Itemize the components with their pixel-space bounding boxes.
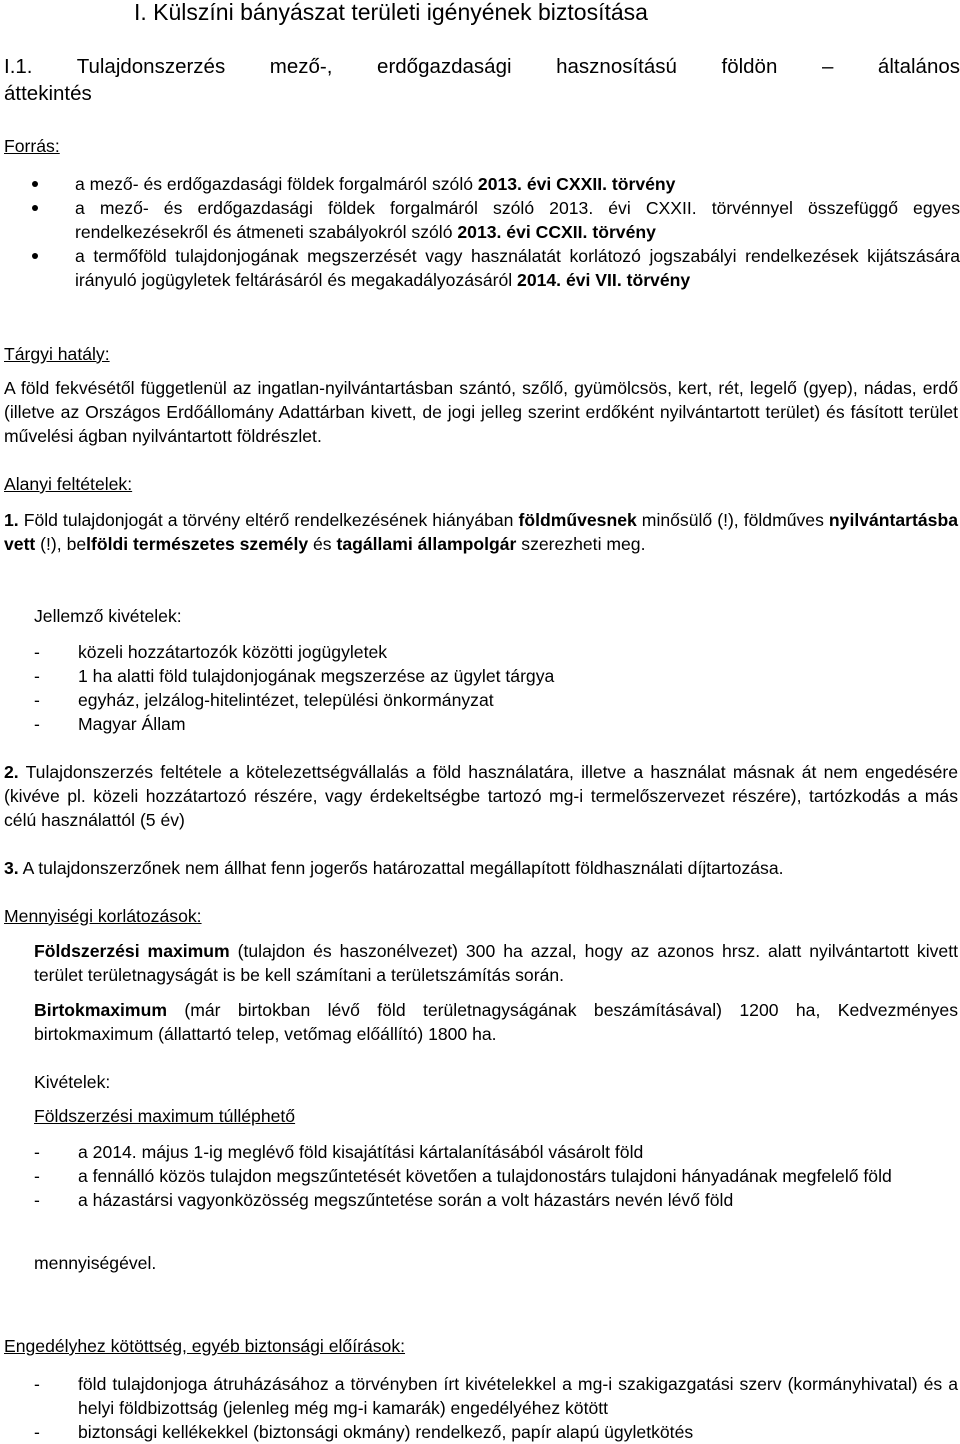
section-subtitle-cont: áttekintés (4, 82, 92, 105)
alanyi-heading: Alanyi feltételek: (4, 474, 133, 494)
alanyi-kivetelek-list (34, 640, 958, 736)
list-item: - a házastársi vagyonközösség megszűntetése során a volt házastárs nevén lévő föld (34, 1190, 734, 1210)
alanyi-kivetelek-heading: Jellemző kivételek: (34, 606, 182, 626)
list-item: - a fennálló közös tulajdon megszűntetését követően a tulajdonostárs tulajdoni hányadának megfelelő föld (34, 1166, 892, 1186)
bullet-icon (32, 253, 38, 259)
list-item: - egyház, jelzálog-hitelintézet, települési önkormányzat (34, 690, 494, 710)
list-item: - föld tulajdonjoga átruházásához a törvényben írt kivételekkel a mg-i szakigazgatási szerv (kormányhivatal) és a helyi földbizottság (jelenleg még mg-i kamarák) engedélyéhez kötött (34, 1374, 958, 1418)
mennyisegi-kivetelek-list (34, 1140, 958, 1212)
targyi-text: A föld fekvésétől függetlenül az ingatlan-nyilvántartásban szántó, szőlő, gyümölcsös, kert, rét, legelő (gyep), nádas, erdő (illetve az Országos Erdőállomány Adattárban kivett, de jogi jelleg szerint erdőként nyilvántartott terület) és fásított terület művelési ágban nyilvántartott földrészlet. (4, 378, 958, 446)
list-item: - biztonsági kellékekkel (biztonsági okmány) rendelkező, papír alapú ügyletkötés (34, 1422, 694, 1442)
source-item: a mező- és erdőgazdasági földek forgalmáról szóló 2013. évi CXXII. törvény (32, 172, 960, 196)
source-item: a termőföld tulajdonjogának megszerzését vagy használatát korlátozó jogszabályi rendelkezések kijátszására irányuló jogügyletek feltárásáról és megakadályozásáról 2014. évi VII. törvény (32, 244, 960, 292)
list-item: - a 2014. május 1-ig meglévő föld kisajátítási kártalanításából vásárolt föld (34, 1142, 644, 1162)
engedely-list (34, 1372, 958, 1444)
list-item: - Magyar Állam (34, 714, 186, 734)
tullepheto-heading: Földszerzési maximum túlléphető (34, 1106, 296, 1126)
mennyiseg-tail: mennyiségével. (34, 1253, 157, 1273)
source-item: a mező- és erdőgazdasági földek forgalmáról szóló 2013. évi CXXII. törvénnyel összefüggő egyes rendelkezésekről és átmeneti szabályokról szóló 2013. évi CCXII. törvény (32, 196, 960, 244)
targyi-heading: Tárgyi hatály: (4, 344, 110, 364)
bullet-icon (32, 205, 38, 211)
foldszerzesi-maximum-text: Földszerzési maximum (tulajdon és haszonélvezet) 300 ha azzal, hogy az azonos hrsz. alatt nyilvántartott kivett terület területnagyságát is be kell számítani a területszámítás során. (34, 941, 958, 985)
page-title: I. Külszíni bányászat területi igényének biztosítása (134, 0, 648, 25)
list-item: - közeli hozzátartozók közötti jogügyletek (34, 642, 388, 662)
sources-list (32, 172, 960, 292)
alanyi-p1: 1. Föld tulajdonjogát a törvény eltérő rendelkezésének hiányában földművesnek minősülő (!), földműves nyilvántartásba vett (!), belföldi természetes személy és tagállami állampolgár szerezheti meg. (4, 510, 958, 554)
section-subtitle: I.1. Tulajdonszerzés mező-, erdőgazdasági hasznosítású földön – általános (4, 55, 960, 78)
list-item: - 1 ha alatti föld tulajdonjogának megszerzése az ügylet tárgya (34, 666, 555, 686)
bullet-icon (32, 181, 38, 187)
mennyisegi-heading: Mennyiségi korlátozások: (4, 906, 202, 926)
sources-heading: Forrás: (4, 136, 60, 156)
alanyi-p3: 3. A tulajdonszerzőnek nem állhat fenn jogerős határozattal megállapított földhasználati díjtartozása. (4, 858, 784, 878)
mennyisegi-kivetelek-heading: Kivételek: (34, 1072, 111, 1092)
engedely-heading: Engedélyhez kötöttség, egyéb biztonsági előírások: (4, 1336, 406, 1356)
alanyi-p2: 2. Tulajdonszerzés feltétele a kötelezettségvállalás a föld használatára, illetve a használat másnak át nem engedésére (kivéve pl. közeli hozzátartozó részére, vagy érdekeltségbe tartozó mg-i termelőszervezet részére), tartózkodás a más célú használattól (5 év) (4, 762, 958, 830)
birtokmaximum-text: Birtokmaximum (már birtokban lévő föld területnagyságának beszámításával) 1200 ha, Kedvezményes birtokmaximum (állattartó telep, vetőmag előállító) 1800 ha. (34, 1000, 958, 1044)
